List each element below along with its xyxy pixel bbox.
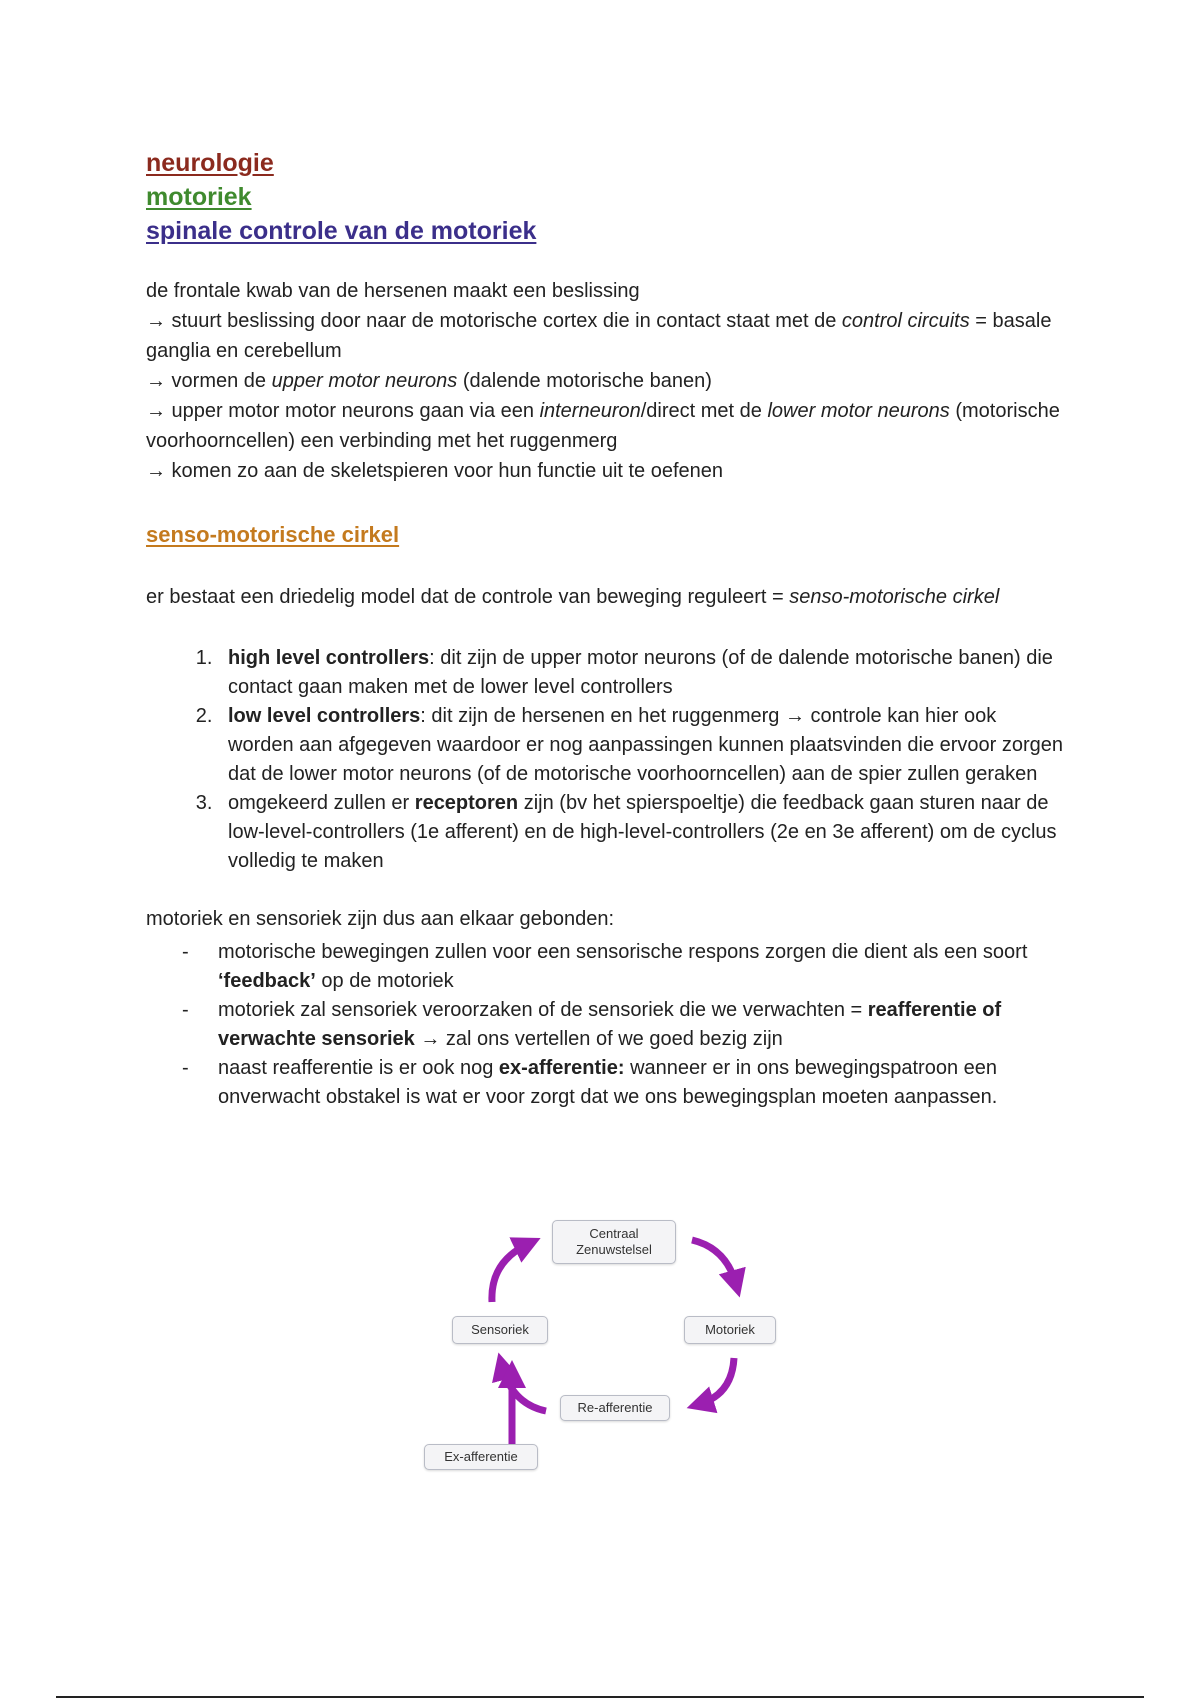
cirkel-paragraph: er bestaat een driedelig model dat de controle van beweging reguleert = senso-motorische cirkel [146,586,1000,608]
controllers-list [146,644,1066,876]
intro-paragraph [146,276,1066,486]
intro-line-1: de frontale kwab van de hersenen maakt een beslissing [146,280,640,302]
node-motoriek: Motoriek [684,1316,776,1344]
sensoriek-list [146,938,1066,1112]
footer-divider [56,1696,1144,1698]
document-page [146,146,1066,1112]
list-item: - naast reafferentie is er ook nog ex-afferentie: wanneer er in ons bewegingspatroon een onverwacht obstakel is wat er voor zorgt dat we ons bewegingsplan moeten aanpassen. [146,1054,1066,1112]
intro-line-3: → vormen de upper motor neurons (dalende motorische banen) [146,370,712,392]
heading-neurologie: neurologie [146,149,274,177]
intro-line-2: → stuurt beslissing door naar de motorische cortex die in contact staat met de control circuits = basale ganglia en cerebellum [146,310,1052,362]
senso-motor-cycle-diagram [420,1198,780,1476]
list-item: - motoriek zal sensoriek veroorzaken of de sensoriek die we verwachten = reafferentie of verwachte sensoriek → zal ons vertellen of we goed bezig zijn [146,996,1066,1054]
list-item: 2. low level controllers: dit zijn de hersenen en het ruggenmerg → controle kan hier ook worden aan afgegeven waardoor er nog aanpassingen kunnen plaatsvinden die ervoor zorgen dat de lower motor neurons (of de motorische voorhoorncellen) aan de spier zullen geraken [218,702,1066,789]
arrow-sensoriek-to-czs [492,1244,528,1302]
node-centraal-zenuwstelsel: Centraal Zenuwstelsel [552,1220,676,1264]
sensoriek-lead: motoriek en sensoriek zijn dus aan elkaar gebonden: [146,908,615,930]
list-item: - motorische bewegingen zullen voor een sensorische respons zorgen die dient als een soort ‘feedback’ op de motoriek [146,938,1066,996]
heading-spinale-controle: spinale controle van de motoriek [146,217,537,245]
arrow-czs-to-motoriek [692,1240,736,1284]
node-sensoriek: Sensoriek [452,1316,548,1344]
heading-senso-motorische-cirkel: senso-motorische cirkel [146,522,400,547]
list-item: 1. high level controllers: dit zijn de upper motor neurons (of de dalende motorische banen) die contact gaan maken met de lower level controllers [218,644,1066,702]
intro-line-4: → upper motor motor neurons gaan via een interneuron/direct met de lower motor neurons (motorische voorhoorncellen) een verbinding met het ruggenmerg [146,400,1060,452]
arrow-motoriek-to-reafferentie [700,1358,734,1404]
intro-line-5: → komen zo aan de skeletspieren voor hun functie uit te oefenen [146,460,724,482]
node-exafferentie: Ex-afferentie [424,1444,538,1470]
list-item: 3. omgekeerd zullen er receptoren zijn (bv het spierspoeltje) die feedback gaan sturen naar de low-level-controllers (1e afferent) en de high-level-controllers (2e en 3e afferent) om de cyclus volledig te maken [218,789,1066,876]
heading-motoriek: motoriek [146,183,252,211]
node-reafferentie: Re-afferentie [560,1395,670,1421]
